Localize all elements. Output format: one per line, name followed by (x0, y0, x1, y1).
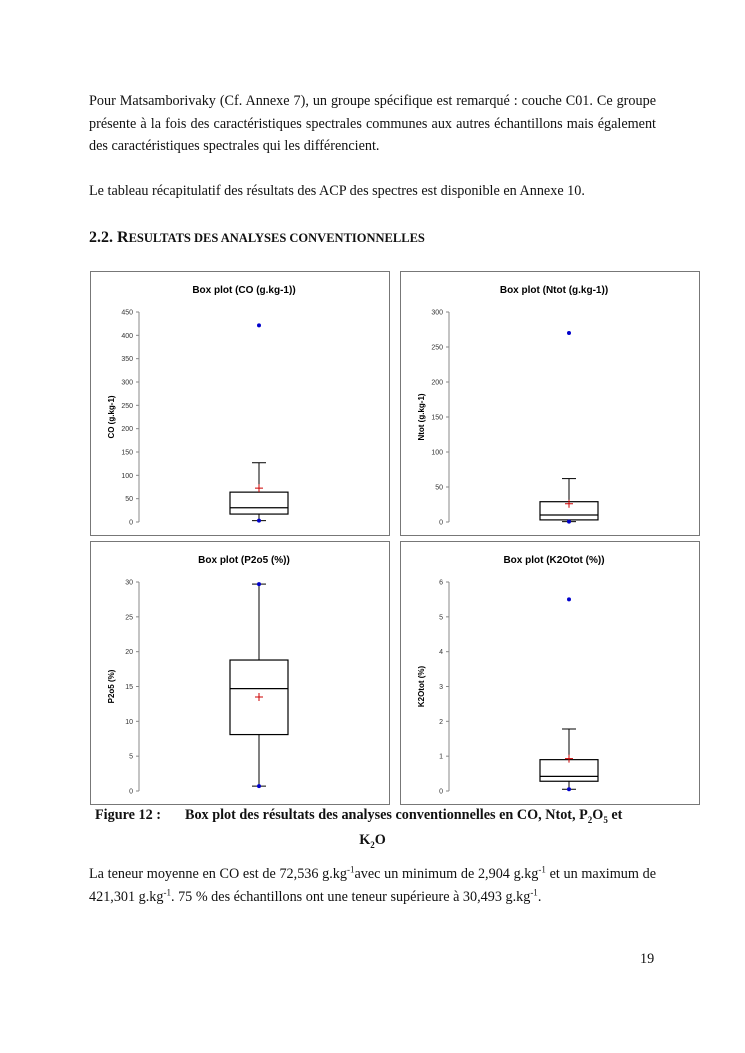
p3-d: . 75 % des échantillons ont une teneur supérieure à 30,493 g.kg (170, 888, 531, 905)
chart-p2o5 (90, 541, 390, 805)
section-title-rest: ESULTATS DES ANALYSES CONVENTIONNELLES (128, 231, 425, 245)
chart-k2otot (400, 541, 700, 805)
mean-marker (565, 500, 573, 508)
y-tick-label: 0 (439, 519, 443, 527)
max-point (567, 597, 571, 601)
chart-title: Box plot (P2o5 (%)) (198, 555, 290, 566)
y-tick-label: 300 (431, 309, 443, 317)
chart-title: Box plot (CO (g.kg-1)) (192, 285, 296, 296)
section-number: 2.2. (89, 229, 113, 246)
y-tick-label: 0 (129, 788, 133, 796)
p3-sup4: -1 (530, 886, 538, 897)
y-tick-label: 400 (121, 332, 133, 340)
paragraph-co-results (89, 863, 656, 908)
figure-caption (89, 805, 656, 855)
chart-co-svg (91, 272, 389, 535)
max-point (567, 331, 571, 335)
y-tick-label: 5 (129, 753, 133, 761)
caption-text-c: et (607, 807, 623, 823)
chart-co (90, 271, 390, 536)
min-point (257, 519, 261, 523)
chart-ntot-svg (401, 272, 699, 535)
section-heading (89, 229, 425, 247)
y-axis-label: P2o5 (%) (107, 669, 116, 704)
y-axis-label: Ntot (g.kg-1) (417, 393, 426, 441)
caption-line2-a: K (359, 831, 371, 848)
chart-k2otot-svg (401, 542, 699, 804)
y-tick-label: 10 (125, 718, 133, 726)
caption-line2 (89, 830, 656, 855)
y-tick-label: 300 (121, 379, 133, 387)
mean-marker (255, 484, 263, 492)
p3-sup2: -1 (538, 864, 546, 875)
y-tick-label: 100 (431, 449, 443, 457)
y-tick-label: 50 (435, 484, 443, 492)
box (540, 760, 598, 782)
y-tick-label: 250 (121, 402, 133, 410)
caption-line2-sub: 2 (370, 839, 375, 850)
y-tick-label: 150 (431, 414, 443, 422)
p3-c: et un maximum de 421,301 g.kg (89, 866, 656, 905)
caption-text-a: Box plot des résultats des analyses conventionnelles en CO, Ntot, P (185, 807, 588, 823)
p3-a: La teneur moyenne en CO est de 72,536 g.kg (89, 866, 347, 882)
p3-sup3: -1 (163, 886, 171, 897)
y-tick-label: 0 (439, 788, 443, 796)
y-tick-label: 350 (121, 356, 133, 364)
y-tick-label: 250 (431, 344, 443, 352)
y-tick-label: 200 (431, 379, 443, 387)
max-point (257, 323, 261, 327)
y-tick-label: 1 (439, 753, 443, 761)
section-title-initial: R (117, 229, 129, 246)
chart-title: Box plot (K2Otot (%)) (503, 555, 605, 566)
p3-e: . (537, 888, 542, 905)
y-tick-label: 50 (125, 496, 133, 504)
chart-ntot (400, 271, 700, 536)
y-tick-label: 30 (125, 579, 133, 587)
y-axis-label: K2Otot (%) (417, 665, 426, 708)
min-point (567, 520, 571, 524)
chart-p2o5-svg (91, 542, 389, 804)
y-tick-label: 0 (129, 519, 133, 527)
y-tick-label: 15 (125, 684, 133, 691)
figure-label: Figure 12 : (95, 807, 161, 823)
paragraph-matsamborivaky: Pour Matsamborivaky (Cf. Annexe 7), un groupe spécifique est remarqué : couche C01. Ce groupe présente à la fois des caractéristiques spectrales communes aux autres échantillons mais également des caractéristiques spectrales qui les différencient. (89, 93, 656, 154)
mean-marker (255, 693, 263, 701)
y-tick-label: 6 (439, 579, 443, 587)
page-number: 19 (640, 951, 655, 967)
y-tick-label: 3 (439, 684, 443, 691)
y-tick-label: 450 (121, 309, 133, 317)
caption-text-b: O (592, 807, 604, 823)
caption-sub2: 5 (603, 814, 608, 825)
y-tick-label: 100 (121, 472, 133, 480)
y-axis-label: CO (g.kg-1) (107, 395, 116, 439)
box (230, 492, 288, 514)
caption-sub1: 2 (587, 814, 593, 825)
min-point (257, 784, 261, 788)
y-tick-label: 25 (125, 614, 133, 622)
paragraph-annexe: Le tableau récapitulatif des résultats des ACP des spectres est disponible en Annexe 10. (89, 183, 585, 199)
caption-line2-b: O (374, 831, 386, 848)
y-tick-label: 200 (121, 426, 133, 434)
p3-sup1: -1 (346, 864, 355, 875)
y-tick-label: 150 (121, 449, 133, 457)
chart-title: Box plot (Ntot (g.kg-1)) (499, 285, 609, 296)
min-point (567, 787, 571, 791)
y-tick-label: 20 (125, 649, 133, 657)
mean-marker (565, 755, 573, 763)
y-tick-label: 4 (439, 649, 443, 657)
max-point (257, 582, 261, 586)
y-tick-label: 5 (439, 614, 443, 622)
y-tick-label: 2 (439, 718, 443, 726)
p3-b: avec un minimum de 2,904 g.kg (354, 866, 539, 882)
